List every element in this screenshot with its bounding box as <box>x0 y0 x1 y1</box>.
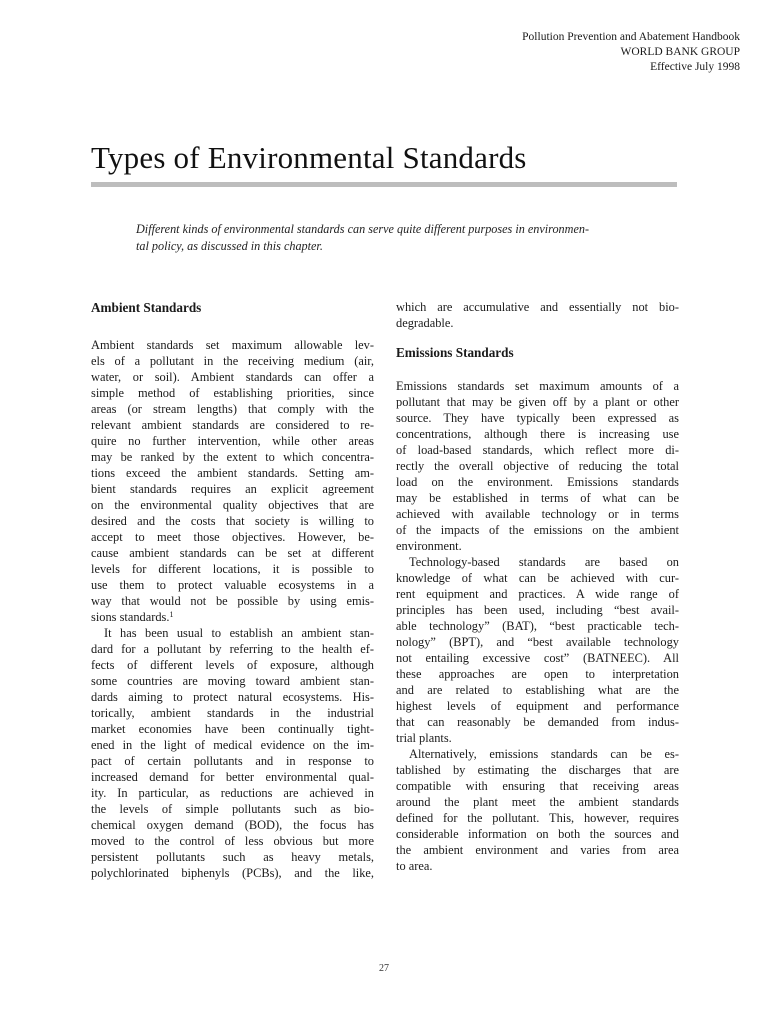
text-line: areas (or stream lengths) that comply with the <box>91 402 374 416</box>
page-number: 27 <box>379 963 389 974</box>
text-line: bient standards requires an explicit agreement <box>91 482 374 496</box>
text-line: simple method of establishing priorities, since <box>91 386 374 400</box>
running-header <box>522 30 740 75</box>
text-line: fects of different levels of exposure, although <box>91 658 374 672</box>
text-line: ity. In particular, as reductions are achieved in <box>91 786 374 800</box>
text-line: concentrations, although there is increasing use <box>396 427 679 441</box>
text-line: may be ranked by the extent to which concentra- <box>91 450 374 464</box>
text-line: dard for a pollutant by referring to the health ef- <box>91 642 374 656</box>
header-handbook-title: Pollution Prevention and Abatement Handbook <box>522 31 740 43</box>
text-line: that can reasonably be demanded from indus- <box>396 715 679 729</box>
text-line: pollutant that may be given off by a plant or other <box>396 395 679 409</box>
text-line: torically, ambient standards in the industrial <box>91 706 374 720</box>
text-line: around the plant meet the ambient standards <box>396 795 679 809</box>
text-line: considerable information on both the sources and <box>396 827 679 841</box>
text-line: pact of certain pollutants and in response to <box>91 754 374 768</box>
paragraph-emissions-1 <box>396 378 679 554</box>
text-line: environment. <box>396 539 462 553</box>
section-heading-ambient-standards: Ambient Standards <box>91 300 202 315</box>
text-line: knowledge of what can be achieved with cur- <box>396 571 679 585</box>
text-line: persistent pollutants such as heavy metals, <box>91 850 374 864</box>
paragraph-emissions-2 <box>396 554 679 746</box>
text-line: which are accumulative and essentially not bio- <box>396 300 679 314</box>
chapter-abstract <box>136 221 636 255</box>
text-line: the levels of simple pollutants such as bio- <box>91 802 374 816</box>
text-line: of the impacts of the emissions on the ambient <box>396 523 679 537</box>
text-line: the ambient environment and varies from area <box>396 843 679 857</box>
text-line-content: sions standards. <box>91 610 170 624</box>
text-line: achieved with available technology or in terms <box>396 507 679 521</box>
text-line: use them to protect valuable ecosystems in a <box>91 578 374 592</box>
text-line: source. They have typically been expressed as <box>396 411 679 425</box>
text-line: not entailing excessive cost” (BATNEEC). All <box>396 651 679 665</box>
text-line: compatible with ensuring that receiving areas <box>396 779 679 793</box>
text-line: tions exceed the ambient standards. Setting am- <box>91 466 374 480</box>
text-line: els of a pollutant in the receiving medium (air, <box>91 354 374 368</box>
text-line: quire no further intervention, while other areas <box>91 434 374 448</box>
text-line: market economies have been continually tight- <box>91 722 374 736</box>
text-line: of load-based standards, which reflect more di- <box>396 443 679 457</box>
text-line: and are related to establishing what are the <box>396 683 679 697</box>
text-line <box>91 609 374 625</box>
text-line: to area. <box>396 859 433 873</box>
text-line: load on the environment. Emissions standards <box>396 475 679 489</box>
text-line: degradable. <box>396 316 454 330</box>
text-line: these approaches are open to interpretation <box>396 667 679 681</box>
right-column <box>396 299 679 874</box>
text-line: dards aiming to protect natural ecosystems. His- <box>91 690 374 704</box>
text-line: way that would not be possible by using emis- <box>91 594 374 608</box>
text-line: water, or soil). Ambient standards can offer a <box>91 370 374 384</box>
title-underline-rule <box>91 182 677 187</box>
paragraph-ambient-2 <box>91 625 374 881</box>
text-line: principles has been used, including “best avail- <box>396 603 679 617</box>
section-heading-emissions-standards: Emissions Standards <box>396 345 514 360</box>
header-effective-date: Effective July 1998 <box>650 61 740 73</box>
paragraph-ambient-1 <box>91 337 374 625</box>
text-line: trial plants. <box>396 731 452 745</box>
text-line: chemical oxygen demand (BOD), the focus has <box>91 818 374 832</box>
text-line: levels for different locations, it is possible to <box>91 562 374 576</box>
text-line: cause ambient standards can be set at different <box>91 546 374 560</box>
paragraph-continuation <box>396 299 679 331</box>
text-line: defined for the pollutant. This, however, requires <box>396 811 679 825</box>
text-line: Technology-based standards are based on <box>409 555 679 569</box>
left-column <box>91 299 374 881</box>
abstract-line: Different kinds of environmental standards can serve quite different purposes in environmen- <box>136 222 590 236</box>
text-line: relevant ambient standards are considered to re- <box>91 418 374 432</box>
text-line: may be established in terms of what can be <box>396 491 679 505</box>
chapter-title: Types of Environmental Standards <box>91 140 527 175</box>
text-line: rent equipment and practices. A wide range of <box>396 587 679 601</box>
text-line: ened in the light of medical evidence on the im- <box>91 738 374 752</box>
text-line: increased demand for better environmental qual- <box>91 770 374 784</box>
text-line: It has been usual to establish an ambient stan- <box>104 626 374 640</box>
text-line: Emissions standards set maximum amounts of a <box>396 379 679 393</box>
text-line: desired and the costs that society is willing to <box>91 514 374 528</box>
text-line: rectly the overall objective of reducing the total <box>396 459 679 473</box>
text-line: moved to the control of less obvious but more <box>91 834 374 848</box>
header-organization: WORLD BANK GROUP <box>620 46 740 58</box>
text-line: highest levels of equipment and performance <box>396 699 679 713</box>
paragraph-emissions-3 <box>396 746 679 874</box>
text-line: accept to meet those objectives. However, be- <box>91 530 374 544</box>
text-line: able technology” (BAT), “best practicable tech- <box>396 619 679 633</box>
text-line: Alternatively, emissions standards can be es- <box>409 747 679 761</box>
text-line: some countries are moving toward ambient stan- <box>91 674 374 688</box>
text-line: tablished by estimating the discharges that are <box>396 763 679 777</box>
text-line: on the environmental quality objectives that are <box>91 498 374 512</box>
text-line: polychlorinated biphenyls (PCBs), and the like, <box>91 866 374 880</box>
text-line: Ambient standards set maximum allowable lev- <box>91 338 374 352</box>
abstract-line: tal policy, as discussed in this chapter. <box>136 239 323 253</box>
footnote-reference: 1 <box>169 610 174 619</box>
text-line: nology” (BPT), and “best available technology <box>396 635 679 649</box>
